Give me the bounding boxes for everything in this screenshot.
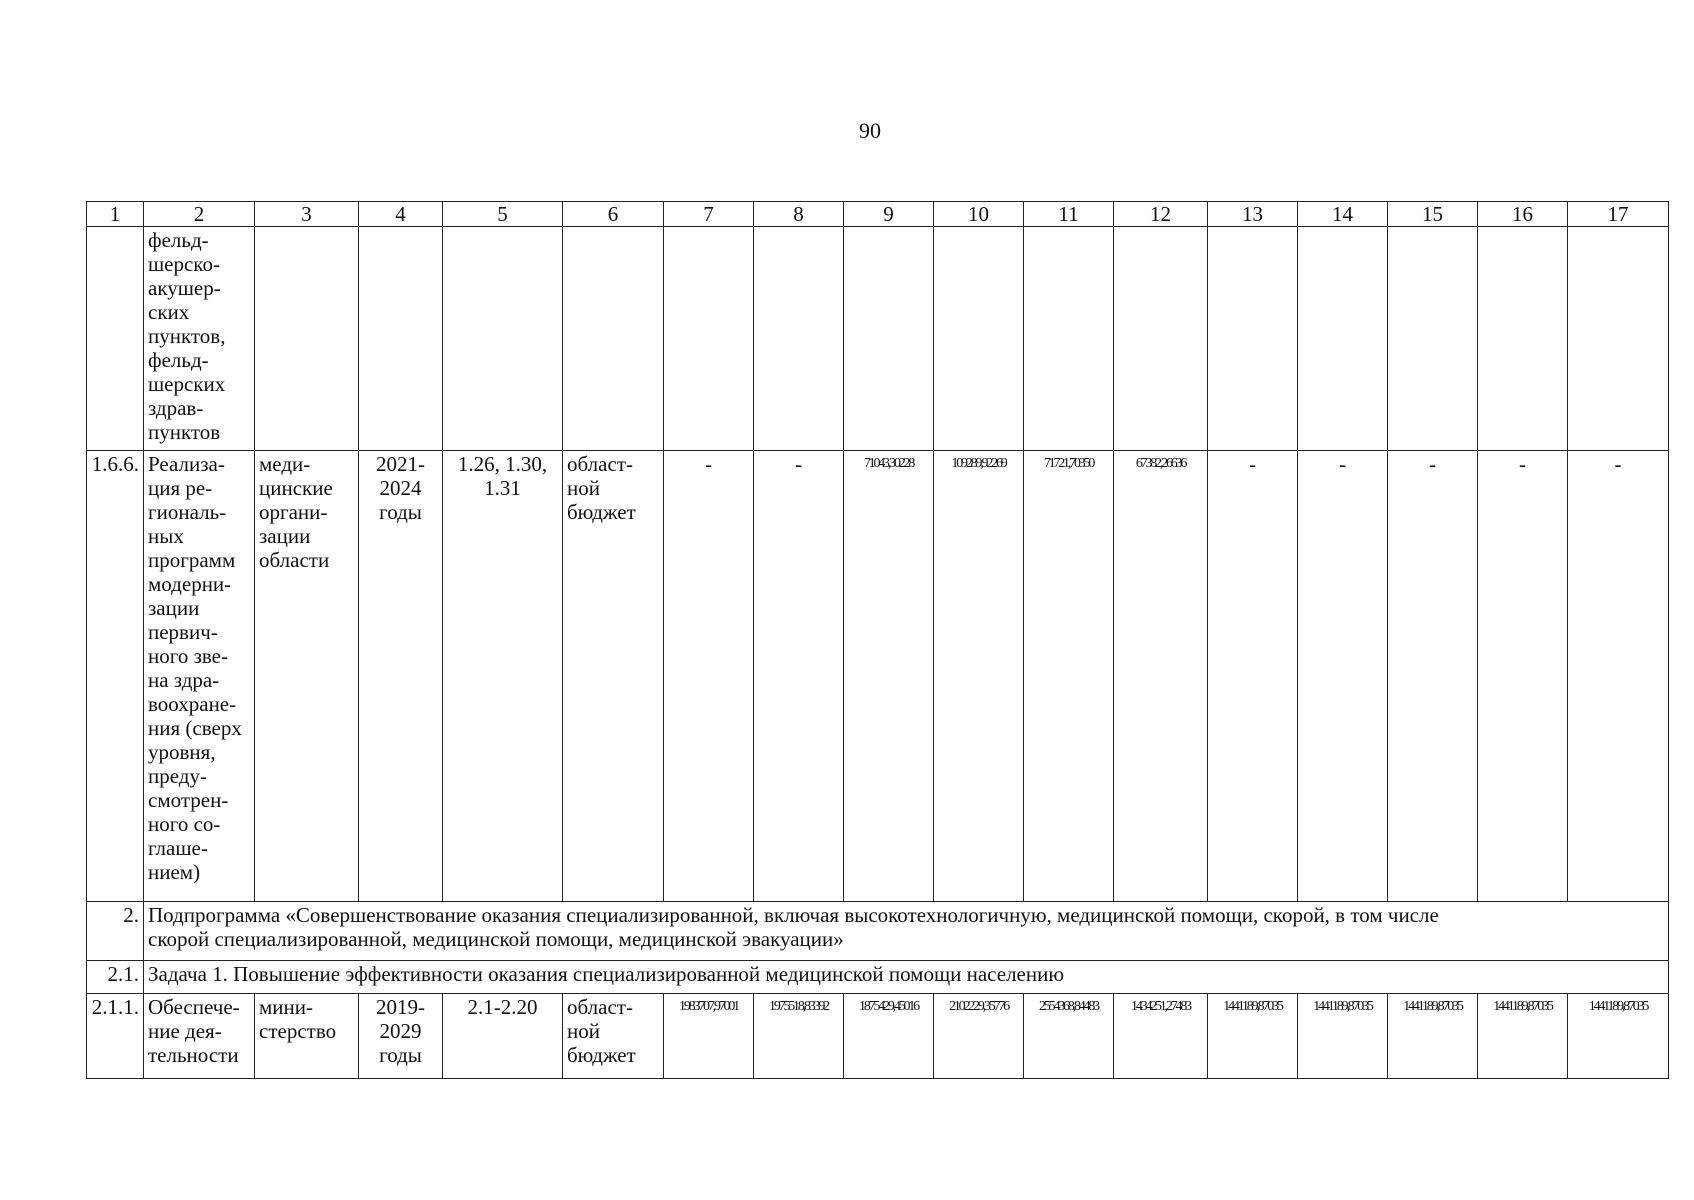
value-cell: 1441189,87035: [1568, 994, 1669, 1079]
text-line: ной: [567, 476, 600, 500]
index-cell: 1.6.6.: [87, 451, 144, 902]
value-cell: 1441189,87035: [1478, 994, 1568, 1079]
column-number: 6: [563, 202, 664, 227]
text-line: преду-: [148, 764, 207, 788]
column-number: 7: [664, 202, 754, 227]
text-line: глаше-: [148, 836, 208, 860]
text-line: фельд-: [148, 348, 209, 372]
program-activities-table: [86, 201, 1669, 1079]
indicator-cell: [443, 451, 563, 902]
column-number: 9: [844, 202, 934, 227]
subprogram-title-cell: [144, 902, 1669, 961]
executor-cell: [255, 451, 359, 902]
text-line: 2024: [379, 476, 422, 500]
index-cell: [87, 227, 144, 451]
text-line: ние дея-: [148, 1019, 222, 1043]
text-line: 2029: [379, 1019, 422, 1043]
text-line: област-: [567, 452, 633, 476]
value-cell: 109289,92269: [934, 451, 1024, 902]
column-number: 16: [1478, 202, 1568, 227]
value-cell: -: [1298, 451, 1388, 902]
value-cell: 2102229,35776: [934, 994, 1024, 1079]
text-line: скорой специализированной, медицинской помощи, медицинской эвакуации»: [148, 927, 844, 951]
empty-cell: [1568, 227, 1669, 451]
executor-cell: [255, 994, 359, 1079]
empty-cell: [1478, 227, 1568, 451]
table-row-subprogram-2: [87, 902, 1669, 961]
value-cell: 1441189,87035: [1298, 994, 1388, 1079]
value-cell: 2554368,84483: [1024, 994, 1114, 1079]
activity-name-cell: [144, 451, 255, 902]
text-line: 2019-: [376, 995, 425, 1019]
index-cell: 2.1.1.: [87, 994, 144, 1079]
text-line: фельд-: [148, 228, 209, 252]
text-line: нием): [148, 860, 201, 884]
text-line: ного зве-: [148, 644, 228, 668]
text-line: ной: [567, 1019, 600, 1043]
text-line: Обеспече-: [148, 995, 240, 1019]
text-line: 2021-: [376, 452, 425, 476]
funding-source-cell: [563, 451, 664, 902]
value-cell: 1975518,83392: [754, 994, 844, 1079]
indicator-cell: 2.1-2.20: [443, 994, 563, 1079]
text-line: област-: [567, 995, 633, 1019]
column-number: 17: [1568, 202, 1669, 227]
text-line: мини-: [259, 995, 313, 1019]
value-cell: 1983707,97001: [664, 994, 754, 1079]
text-line: смотрен-: [148, 788, 229, 812]
column-number: 2: [144, 202, 255, 227]
empty-cell: [563, 227, 664, 451]
value-cell: -: [1208, 451, 1298, 902]
activity-name-cell: [144, 994, 255, 1079]
text-line: первич-: [148, 620, 218, 644]
value-cell: -: [664, 451, 754, 902]
text-line: 1.31: [484, 476, 521, 500]
value-cell: 1875429,45016: [844, 994, 934, 1079]
table-row-2-1-1: [87, 994, 1669, 1079]
text-line: пунктов,: [148, 324, 226, 348]
value-cell: 1441189,87035: [1388, 994, 1478, 1079]
text-line: бюджет: [567, 500, 636, 524]
text-line: меди-: [259, 452, 311, 476]
activity-name-cell: [144, 227, 255, 451]
text-line: ния (сверх: [148, 716, 242, 740]
table-row-task-2-1: [87, 961, 1669, 994]
text-line: зации: [148, 596, 200, 620]
text-line: ция ре-: [148, 476, 213, 500]
column-number: 5: [443, 202, 563, 227]
text-line: программ: [148, 548, 236, 572]
index-cell: 2.1.: [87, 961, 144, 994]
text-line: ных: [148, 524, 184, 548]
index-cell: 2.: [87, 902, 144, 961]
empty-cell: [1388, 227, 1478, 451]
column-number: 11: [1024, 202, 1114, 227]
text-line: цинские: [259, 476, 333, 500]
column-number: 14: [1298, 202, 1388, 227]
text-line: шерско-: [148, 252, 220, 276]
text-line: 1.26, 1.30,: [457, 452, 548, 476]
value-cell: -: [1388, 451, 1478, 902]
empty-cell: [844, 227, 934, 451]
text-line: модерни-: [148, 572, 232, 596]
value-cell: 67382,26636: [1114, 451, 1208, 902]
empty-cell: [255, 227, 359, 451]
text-line: бюджет: [567, 1043, 636, 1067]
column-number: 3: [255, 202, 359, 227]
empty-cell: [443, 227, 563, 451]
text-line: ного со-: [148, 812, 221, 836]
value-cell: -: [1478, 451, 1568, 902]
column-number-row: [87, 202, 1669, 227]
empty-cell: [1208, 227, 1298, 451]
value-cell: -: [1568, 451, 1669, 902]
text-line: органи-: [259, 500, 328, 524]
text-line: на здра-: [148, 668, 220, 692]
empty-cell: [1114, 227, 1208, 451]
column-number: 10: [934, 202, 1024, 227]
text-line: воохране-: [148, 692, 237, 716]
text-line: области: [259, 548, 330, 572]
column-number: 8: [754, 202, 844, 227]
text-line: гиональ-: [148, 500, 227, 524]
text-line: тельности: [148, 1043, 239, 1067]
column-number: 13: [1208, 202, 1298, 227]
column-number: 15: [1388, 202, 1478, 227]
empty-cell: [359, 227, 443, 451]
empty-cell: [754, 227, 844, 451]
period-cell: [359, 994, 443, 1079]
table-row-continuation: [87, 227, 1669, 451]
column-number: 1: [87, 202, 144, 227]
text-line: Подпрограмма «Совершенствование оказания специализированной, включая высокотехнологичную, медицинской помощи, скорой, в том числе: [148, 903, 1439, 927]
column-number: 12: [1114, 202, 1208, 227]
text-line: акушер-: [148, 276, 221, 300]
column-number: 4: [359, 202, 443, 227]
empty-cell: [1298, 227, 1388, 451]
table-row-1-6-6: [87, 451, 1669, 902]
empty-cell: [1024, 227, 1114, 451]
value-cell: 71721,70350: [1024, 451, 1114, 902]
text-line: Реализа-: [148, 452, 225, 476]
value-cell: -: [754, 451, 844, 902]
empty-cell: [664, 227, 754, 451]
text-line: шерских: [148, 372, 226, 396]
period-cell: [359, 451, 443, 902]
value-cell: 71043,30228: [844, 451, 934, 902]
task-title-cell: Задача 1. Повышение эффективности оказания специализированной медицинской помощи населению: [144, 961, 1669, 994]
value-cell: 1441189,87035: [1208, 994, 1298, 1079]
page-number: 90: [859, 118, 881, 143]
text-line: годы: [379, 500, 422, 524]
text-line: зации: [259, 524, 311, 548]
text-line: пунктов: [148, 420, 221, 444]
text-line: ских: [148, 300, 190, 324]
funding-source-cell: [563, 994, 664, 1079]
text-line: уровня,: [148, 740, 216, 764]
empty-cell: [934, 227, 1024, 451]
value-cell: 1434251,27483: [1114, 994, 1208, 1079]
text-line: здрав-: [148, 396, 204, 420]
text-line: годы: [379, 1043, 422, 1067]
text-line: стерство: [259, 1019, 337, 1043]
